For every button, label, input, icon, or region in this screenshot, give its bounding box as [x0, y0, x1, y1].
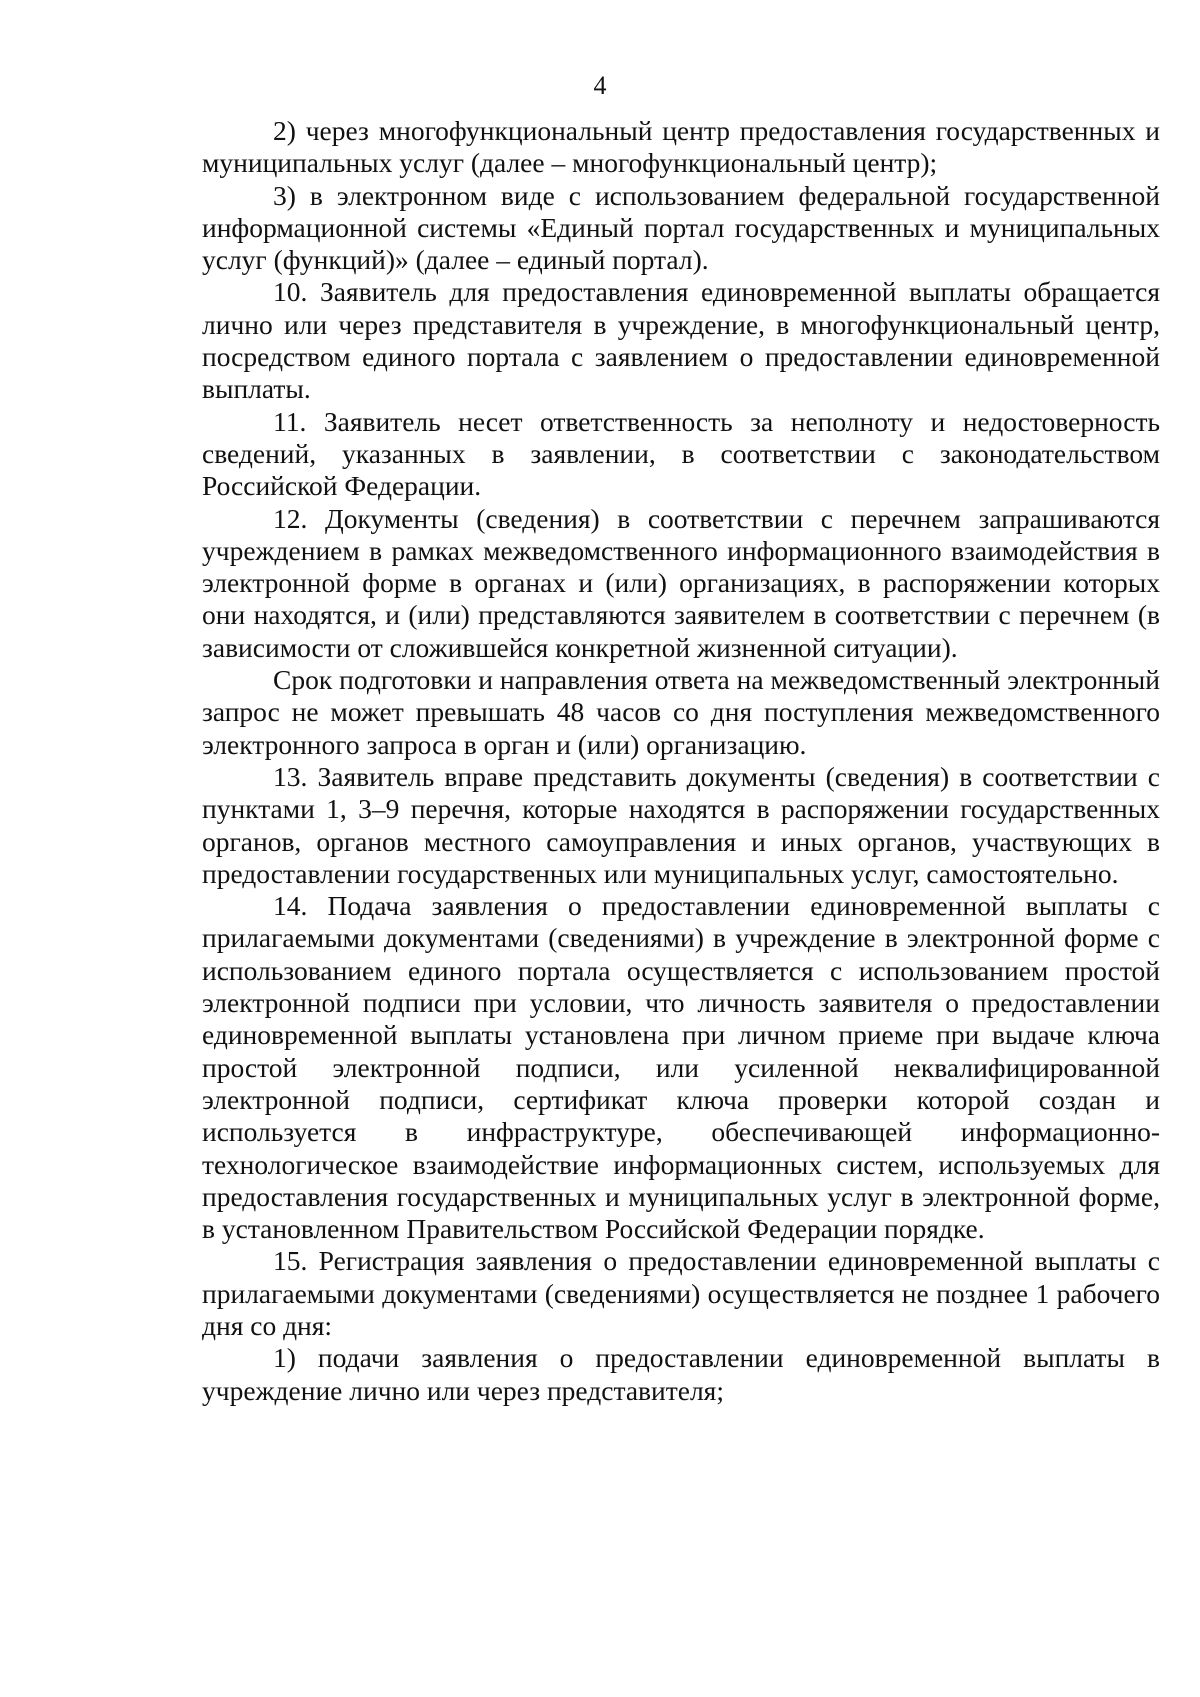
- paragraph-clause-12: 12. Документы (сведения) в соответствии с перечнем запрашиваются учреждением в рамках межведомственного информационного взаимодействия в электронной форме в органах и (или) организациях, в распоряжении которых они находятся, и (или) представляются заявителем в соответствии с перечнем (в зависимости от сложившейся конкретной жизненной ситуации).: [202, 502, 1160, 663]
- document-body: [202, 115, 1160, 1407]
- paragraph-clause-15: 15. Регистрация заявления о предоставлении единовременной выплаты с прилагаемыми документами (сведениями) осуществляется не позднее 1 рабочего дня со дня:: [202, 1245, 1160, 1341]
- paragraph-clause-13: 13. Заявитель вправе представить документы (сведения) в соответствии с пунктами 1, 3–9 перечня, которые находятся в распоряжении государственных органов, органов местного самоуправления и иных органов, участвующих в предоставлении государственных или муниципальных услуг, самостоятельно.: [202, 760, 1160, 889]
- paragraph-response-deadline: Срок подготовки и направления ответа на межведомственный электронный запрос не может превышать 48 часов со дня поступления межведомственного электронного запроса в орган и (или) организацию.: [202, 664, 1160, 760]
- paragraph-clause-11: 11. Заявитель несет ответственность за неполноту и недостоверность сведений, указанных в заявлении, в соответствии с законодательством Российской Федерации.: [202, 405, 1160, 502]
- paragraph-item-3-portal: 3) в электронном виде с использованием федеральной государственной информационной системы «Единый портал государственных и муниципальных услуг (функций)» (далее – единый портал).: [202, 179, 1160, 276]
- paragraph-clause-10: 10. Заявитель для предоставления единовременной выплаты обращается лично или через представителя в учреждение, в многофункциональный центр, посредством единого портала с заявлением о предоставлении единовременной выплаты.: [202, 276, 1160, 405]
- paragraph-clause-14: 14. Подача заявления о предоставлении единовременной выплаты с прилагаемыми документами (сведениями) в учреждение в электронной форме с использованием единого портала осуществляется с использованием простой электронной подписи при условии, что личность заявителя о предоставлении единовременной выплаты установлена при личном приеме при выдаче ключа простой электронной подписи, или усиленной неквалифицированной электронной подписи, сертификат ключа проверки которой создан и используется в инфраструктуре, обеспечивающей информационно-технологическое взаимодействие информационных систем, используемых для предоставления государственных и муниципальных услуг в электронной форме, в установленном Правительством Российской Федерации порядке.: [202, 890, 1160, 1245]
- paragraph-clause-15-item-1: 1) подачи заявления о предоставлении единовременной выплаты в учреждение лично или через представителя;: [202, 1342, 1160, 1406]
- page-number: 4: [593, 71, 607, 100]
- paragraph-item-2-mfc: 2) через многофункциональный центр предоставления государственных и муниципальных услуг (далее – многофункциональный центр);: [202, 115, 1160, 179]
